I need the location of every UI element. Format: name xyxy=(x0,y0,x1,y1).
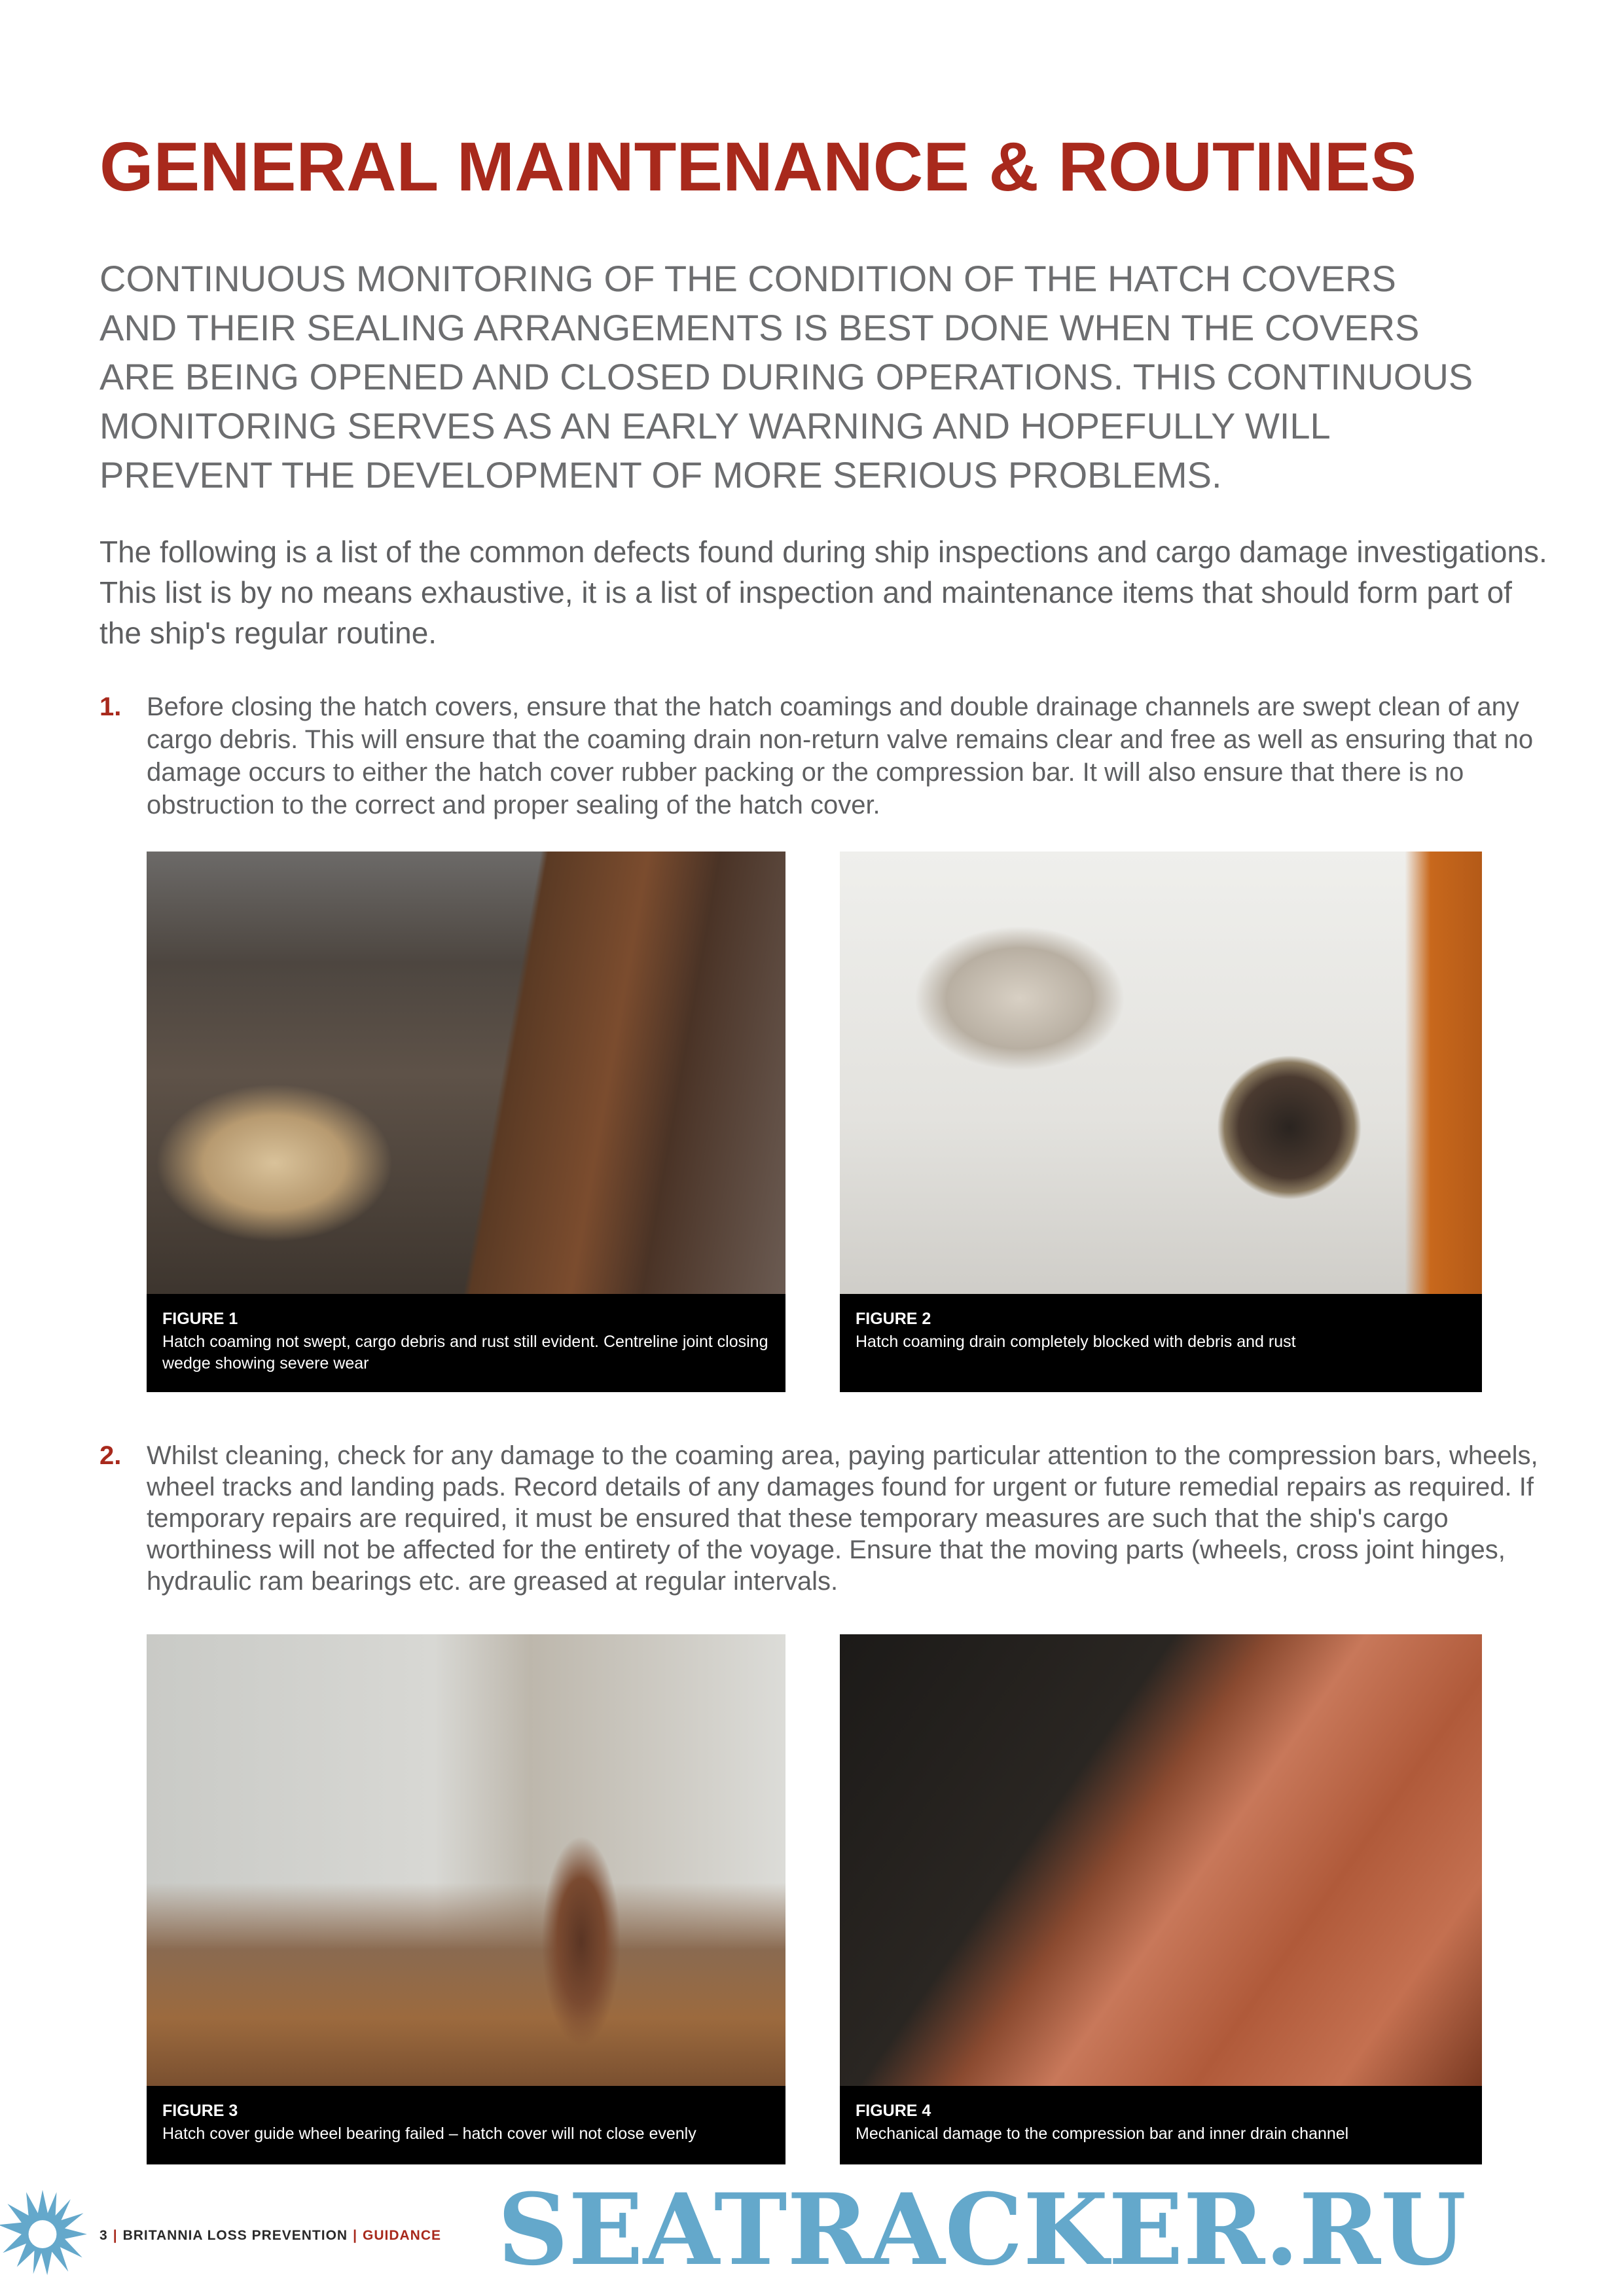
list-item xyxy=(99,691,1559,821)
figure-4 xyxy=(840,1634,1482,2164)
lead-line: AND THEIR SEALING ARRANGEMENTS IS BEST DONE WHEN THE COVERS xyxy=(99,307,1420,348)
figure-1-caption xyxy=(147,1294,785,1392)
figure-1-photo xyxy=(147,852,785,1297)
figure-4-photo xyxy=(840,1634,1482,2086)
page-title: GENERAL MAINTENANCE & ROUTINES xyxy=(99,128,1417,206)
figure-2-photo xyxy=(840,852,1482,1297)
figure-2 xyxy=(840,852,1482,1392)
item-text: Whilst cleaning, check for any damage to the coaming area, paying particular attention to the compression bars, wheels, wheel tracks and landing pads. Record details of any damages found for urgent or future remedial repairs as required. If temporary repairs are required, it must be ensured that these temporary measures are such that the ship's cargo worthiness will not be affected for the entirety of the voyage. Ensure that the moving parts (wheels, cross joint hinges, hydraulic ram bearings etc. are greased at regular intervals. xyxy=(147,1441,1538,1596)
figure-2-caption xyxy=(840,1294,1482,1392)
figure-4-caption xyxy=(840,2086,1482,2164)
intro-paragraph: The following is a list of the common defects found during ship inspections and cargo damage investigations. This list is by no means exhaustive, it is a list of inspection and maintenance items that should form part of the ship's regular routine. xyxy=(99,535,1547,650)
item-number: 1. xyxy=(99,692,122,721)
lead-paragraph xyxy=(99,254,1572,499)
section-name: GUIDANCE xyxy=(363,2228,442,2243)
figure-1 xyxy=(147,852,785,1392)
figure-caption: Mechanical damage to the compression bar and inner drain channel xyxy=(856,2125,1349,2143)
figure-3-photo xyxy=(147,1634,785,2086)
list-item xyxy=(99,1440,1559,1597)
figure-label: FIGURE 2 xyxy=(856,1310,931,1328)
lead-line: MONITORING SERVES AS AN EARLY WARNING AND HOPEFULLY WILL xyxy=(99,405,1331,446)
figure-caption: Hatch cover guide wheel bearing failed – hatch cover will not close evenly xyxy=(162,2125,696,2143)
publication-name: BRITANNIA LOSS PREVENTION xyxy=(122,2228,348,2243)
page-footer: 3 | BRITANNIA LOSS PREVENTION | GUIDANCE xyxy=(99,2228,442,2243)
figure-3-caption xyxy=(147,2086,785,2164)
lead-line: CONTINUOUS MONITORING OF THE CONDITION OF THE HATCH COVERS xyxy=(99,258,1396,299)
item-text: Before closing the hatch covers, ensure that the hatch coamings and double drainage channels are swept clean of any cargo debris. This will ensure that the coaming drain non-return valve remains clear and free as well as ensuring that no damage occurs to either the hatch cover rubber packing or the compression bar. It will also ensure that there is no obstruction to the correct and proper sealing of the hatch cover. xyxy=(147,692,1534,819)
watermark-sunburst-icon xyxy=(0,2183,92,2281)
figure-caption: Hatch coaming not swept, cargo debris and rust still evident. Centreline joint closing wedge showing severe wear xyxy=(162,1333,768,1372)
lead-line: PREVENT THE DEVELOPMENT OF MORE SERIOUS PROBLEMS. xyxy=(99,454,1222,495)
figure-3 xyxy=(147,1634,785,2164)
figure-caption: Hatch coaming drain completely blocked with debris and rust xyxy=(856,1333,1296,1351)
lead-line: ARE BEING OPENED AND CLOSED DURING OPERATIONS. THIS CONTINUOUS xyxy=(99,356,1473,397)
figure-label: FIGURE 4 xyxy=(856,2102,931,2120)
figure-label: FIGURE 3 xyxy=(162,2102,238,2120)
watermark: SEATRACKER.RU xyxy=(497,2172,1466,2287)
page-number: 3 xyxy=(99,2228,108,2243)
figure-label: FIGURE 1 xyxy=(162,1310,238,1328)
item-number: 2. xyxy=(99,1441,122,1470)
